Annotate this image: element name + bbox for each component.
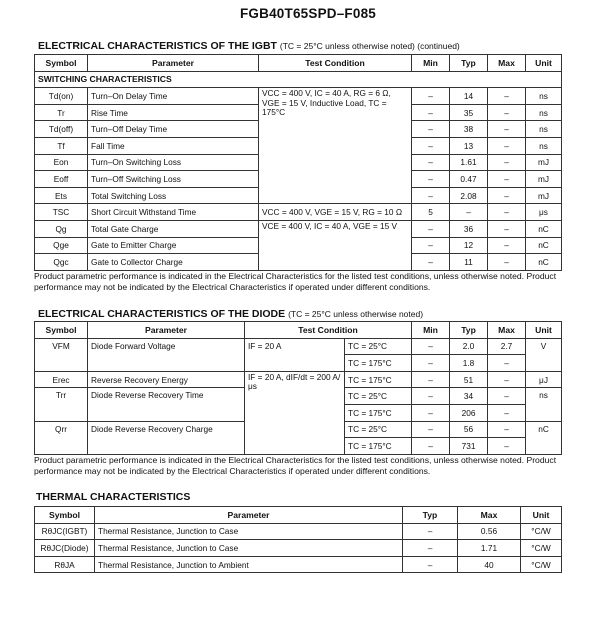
- cell-symbol: RθJC(IGBT): [35, 523, 95, 540]
- cell-symbol: RθJA: [35, 556, 95, 573]
- cell-unit: μs: [526, 204, 562, 221]
- cell-parameter: Thermal Resistance, Junction to Ambient: [95, 556, 403, 573]
- diode-footnote: Product parametric performance is indicated in the Electrical Characteristics for the listed test conditions, unless otherwise noted. Product performance may not be indicated by the Electrical Characteristics if operated under different conditions.: [34, 455, 557, 476]
- cell-parameter: Total Switching Loss: [88, 187, 259, 204]
- document-title: FGB40T65SPD–F085: [239, 6, 376, 21]
- igbt-heading-text: ELECTRICAL CHARACTERISTICS OF THE IGBT: [38, 40, 277, 52]
- cell-typ: 11: [450, 254, 488, 271]
- cell-min: –: [412, 154, 450, 171]
- cell-max: –: [488, 254, 526, 271]
- cell-max: –: [488, 137, 526, 154]
- header-max: Max: [458, 507, 521, 524]
- cell-max: –: [488, 371, 526, 388]
- cell-test-condition: IF = 20 A, dIF/dt = 200 A/μs: [245, 371, 345, 454]
- cell-parameter: Thermal Resistance, Junction to Case: [95, 540, 403, 557]
- cell-symbol: VFM: [35, 338, 88, 371]
- cell-symbol: Td(off): [35, 121, 88, 138]
- cell-unit: mJ: [526, 171, 562, 188]
- cell-temperature: TC = 175°C: [345, 438, 412, 455]
- cell-parameter: Turn–Off Switching Loss: [88, 171, 259, 188]
- cell-max: 2.7: [488, 338, 526, 355]
- header-symbol: Symbol: [35, 322, 88, 339]
- cell-min: –: [412, 254, 450, 271]
- table-row: [35, 371, 562, 388]
- cell-typ: 206: [450, 404, 488, 421]
- header-test-condition: Test Condition: [245, 322, 412, 339]
- diode-section-heading: [38, 308, 423, 320]
- cell-symbol: Ets: [35, 187, 88, 204]
- cell-symbol: RθJC(Diode): [35, 540, 95, 557]
- cell-min: –: [412, 88, 450, 105]
- cell-max: –: [488, 438, 526, 455]
- header-parameter: Parameter: [88, 55, 259, 72]
- cell-temperature: TC = 175°C: [345, 371, 412, 388]
- cell-max: –: [488, 121, 526, 138]
- cell-symbol: TSC: [35, 204, 88, 221]
- cell-unit: ns: [526, 104, 562, 121]
- subheading-row: [35, 71, 562, 88]
- cell-symbol: Td(on): [35, 88, 88, 105]
- cell-typ: 1.8: [450, 355, 488, 372]
- cell-typ: 14: [450, 88, 488, 105]
- header-test-condition: Test Condition: [259, 55, 412, 72]
- cell-min: –: [412, 371, 450, 388]
- cell-unit: ns: [526, 137, 562, 154]
- cell-min: 5: [412, 204, 450, 221]
- cell-test-condition: VCC = 400 V, VGE = 15 V, RG = 10 Ω: [259, 204, 412, 221]
- cell-typ: –: [450, 204, 488, 221]
- header-unit: Unit: [526, 322, 562, 339]
- header-unit: Unit: [521, 507, 562, 524]
- thermal-table: [34, 506, 562, 573]
- cell-unit: °C/W: [521, 523, 562, 540]
- cell-unit: °C/W: [521, 540, 562, 557]
- cell-max: –: [488, 237, 526, 254]
- cell-max: –: [488, 421, 526, 438]
- cell-typ: 34: [450, 388, 488, 405]
- table-header-row: [35, 322, 562, 339]
- cell-max: –: [488, 204, 526, 221]
- table-header-row: [35, 55, 562, 72]
- cell-typ: 2.0: [450, 338, 488, 355]
- cell-min: –: [412, 187, 450, 204]
- cell-parameter: Turn–On Delay Time: [88, 88, 259, 105]
- cell-symbol: Qge: [35, 237, 88, 254]
- switching-subheading: SWITCHING CHARACTERISTICS: [35, 71, 562, 88]
- cell-symbol: Eoff: [35, 171, 88, 188]
- table-row: [35, 88, 562, 105]
- cell-unit: ns: [526, 88, 562, 105]
- cell-symbol: Qg: [35, 220, 88, 237]
- cell-parameter: Fall Time: [88, 137, 259, 154]
- cell-symbol: Tr: [35, 104, 88, 121]
- header-typ: Typ: [450, 55, 488, 72]
- cell-test-condition: IF = 20 A: [245, 338, 345, 371]
- cell-unit: V: [526, 338, 562, 371]
- table-row: [35, 556, 562, 573]
- cell-min: –: [412, 104, 450, 121]
- cell-typ: –: [403, 540, 458, 557]
- cell-unit: °C/W: [521, 556, 562, 573]
- cell-parameter: Turn–Off Delay Time: [88, 121, 259, 138]
- cell-unit: nC: [526, 220, 562, 237]
- cell-unit: mJ: [526, 154, 562, 171]
- diode-table: [34, 321, 562, 455]
- cell-symbol: Eon: [35, 154, 88, 171]
- cell-min: –: [412, 388, 450, 405]
- cell-max: –: [488, 220, 526, 237]
- cell-typ: 12: [450, 237, 488, 254]
- cell-temperature: TC = 25°C: [345, 338, 412, 355]
- cell-unit: μJ: [526, 371, 562, 388]
- cell-unit: ns: [526, 388, 562, 421]
- igbt-table: [34, 54, 562, 271]
- cell-max: –: [488, 171, 526, 188]
- cell-max: 1.71: [458, 540, 521, 557]
- cell-parameter: Diode Reverse Recovery Charge: [88, 421, 245, 454]
- cell-symbol: Erec: [35, 371, 88, 388]
- cell-unit: nC: [526, 254, 562, 271]
- cell-typ: 1.61: [450, 154, 488, 171]
- cell-temperature: TC = 175°C: [345, 404, 412, 421]
- cell-parameter: Gate to Collector Charge: [88, 254, 259, 271]
- cell-typ: 38: [450, 121, 488, 138]
- cell-min: –: [412, 404, 450, 421]
- cell-min: –: [412, 355, 450, 372]
- cell-typ: 731: [450, 438, 488, 455]
- cell-typ: 36: [450, 220, 488, 237]
- cell-parameter: Short Circuit Withstand Time: [88, 204, 259, 221]
- header-max: Max: [488, 322, 526, 339]
- cell-typ: 35: [450, 104, 488, 121]
- cell-max: –: [488, 355, 526, 372]
- cell-min: –: [412, 137, 450, 154]
- cell-typ: 13: [450, 137, 488, 154]
- cell-unit: nC: [526, 421, 562, 454]
- igbt-heading-condition: (TC = 25°C unless otherwise noted) (continued): [279, 41, 460, 51]
- header-symbol: Symbol: [35, 55, 88, 72]
- diode-heading-condition: (TC = 25°C unless otherwise noted): [288, 309, 424, 319]
- header-typ: Typ: [403, 507, 458, 524]
- cell-max: –: [488, 104, 526, 121]
- header-min: Min: [412, 55, 450, 72]
- cell-symbol: Qgc: [35, 254, 88, 271]
- cell-test-condition: VCE = 400 V, IC = 40 A, VGE = 15 V: [259, 220, 412, 270]
- cell-parameter: Diode Reverse Recovery Time: [88, 388, 245, 421]
- cell-unit: ns: [526, 121, 562, 138]
- table-row: [35, 204, 562, 221]
- cell-temperature: TC = 175°C: [345, 355, 412, 372]
- cell-symbol: Trr: [35, 388, 88, 421]
- cell-typ: –: [403, 556, 458, 573]
- table-row: [35, 523, 562, 540]
- cell-min: –: [412, 338, 450, 355]
- cell-typ: 51: [450, 371, 488, 388]
- table-row: [35, 540, 562, 557]
- cell-max: –: [488, 154, 526, 171]
- cell-parameter: Reverse Recovery Energy: [88, 371, 245, 388]
- cell-typ: –: [403, 523, 458, 540]
- cell-min: –: [412, 220, 450, 237]
- cell-unit: nC: [526, 237, 562, 254]
- cell-typ: 2.08: [450, 187, 488, 204]
- igbt-section-heading: [38, 40, 460, 52]
- cell-max: –: [488, 388, 526, 405]
- cell-max: 40: [458, 556, 521, 573]
- thermal-section-heading: THERMAL CHARACTERISTICS: [36, 491, 191, 503]
- cell-symbol: Tf: [35, 137, 88, 154]
- cell-min: –: [412, 421, 450, 438]
- cell-typ: 0.47: [450, 171, 488, 188]
- cell-symbol: Qrr: [35, 421, 88, 454]
- cell-min: –: [412, 438, 450, 455]
- cell-temperature: TC = 25°C: [345, 421, 412, 438]
- header-symbol: Symbol: [35, 507, 95, 524]
- cell-min: –: [412, 237, 450, 254]
- header-min: Min: [412, 322, 450, 339]
- table-row: [35, 220, 562, 237]
- header-unit: Unit: [526, 55, 562, 72]
- igbt-footnote: Product parametric performance is indicated in the Electrical Characteristics for the listed test conditions, unless otherwise noted. Product performance may not be indicated by the Electrical Characteristics if operated under different conditions.: [34, 271, 557, 292]
- cell-parameter: Diode Forward Voltage: [88, 338, 245, 371]
- header-parameter: Parameter: [88, 322, 245, 339]
- cell-max: –: [488, 88, 526, 105]
- cell-parameter: Gate to Emitter Charge: [88, 237, 259, 254]
- header-max: Max: [488, 55, 526, 72]
- cell-temperature: TC = 25°C: [345, 388, 412, 405]
- cell-max: –: [488, 404, 526, 421]
- diode-heading-text: ELECTRICAL CHARACTERISTICS OF THE DIODE: [38, 308, 286, 320]
- cell-test-condition: VCC = 400 V, IC = 40 A, RG = 6 Ω, VGE = 15 V, Inductive Load, TC = 175°C: [259, 88, 412, 204]
- header-parameter: Parameter: [95, 507, 403, 524]
- table-header-row: [35, 507, 562, 524]
- cell-unit: mJ: [526, 187, 562, 204]
- cell-max: –: [488, 187, 526, 204]
- cell-typ: 56: [450, 421, 488, 438]
- cell-parameter: Total Gate Charge: [88, 220, 259, 237]
- cell-parameter: Thermal Resistance, Junction to Case: [95, 523, 403, 540]
- cell-min: –: [412, 171, 450, 188]
- header-typ: Typ: [450, 322, 488, 339]
- cell-parameter: Turn–On Switching Loss: [88, 154, 259, 171]
- cell-parameter: Rise Time: [88, 104, 259, 121]
- table-row: [35, 338, 562, 355]
- cell-min: –: [412, 121, 450, 138]
- cell-max: 0.56: [458, 523, 521, 540]
